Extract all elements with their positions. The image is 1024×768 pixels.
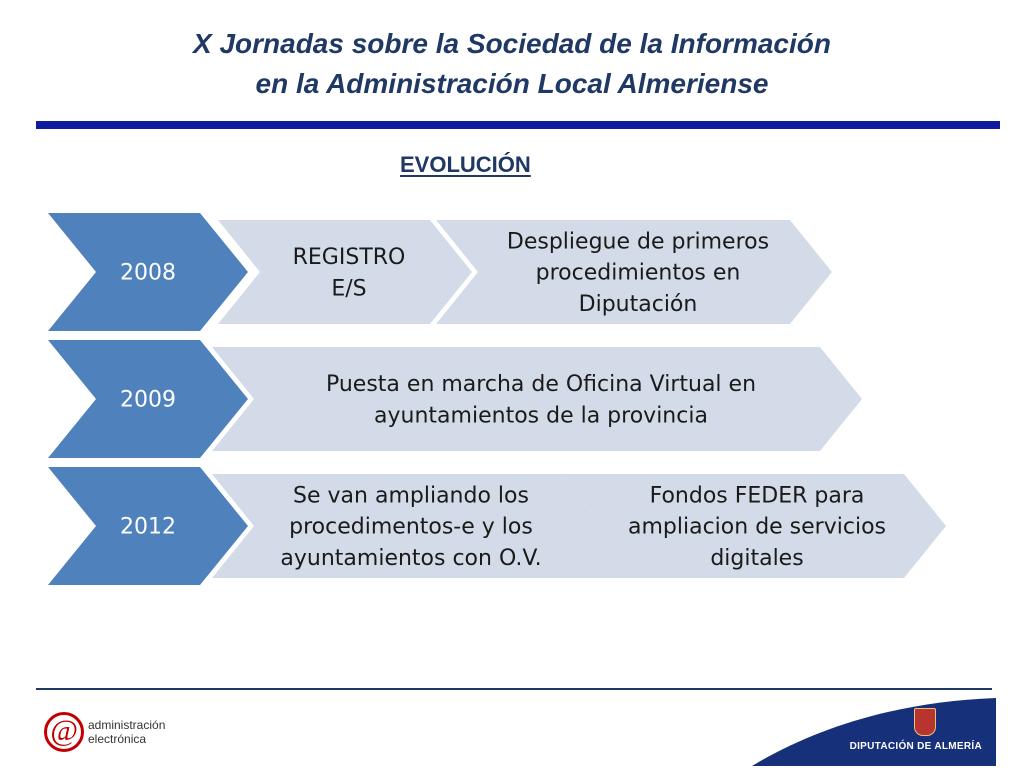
section-heading: EVOLUCIÓN bbox=[400, 152, 531, 177]
row-2009-step-1-text-line-1: Puesta en marcha de Oficina Virtual en bbox=[325, 372, 757, 398]
year-label-2012 bbox=[120, 515, 176, 540]
row-2012-step-1-text-line-1: Se van ampliando los bbox=[293, 483, 529, 509]
row-2008-step-2-text-line-3: Diputación bbox=[578, 291, 698, 317]
logo-right-swoosh bbox=[752, 690, 996, 766]
row-2012-step-2-text-line-1: Fondos FEDER para bbox=[649, 483, 865, 509]
row-2008-step-2-text-line-1: Despliegue de primeros bbox=[506, 229, 770, 255]
logo-left-line-1: administración bbox=[88, 718, 166, 732]
row-2008-step-2-text-line-2: procedimientos en bbox=[535, 260, 741, 286]
row-2009-step-1-text-line-2: ayuntamientos de la provincia bbox=[374, 403, 708, 429]
year-label-2009-line-1: 2009 bbox=[120, 387, 176, 413]
logo-right-text: DIPUTACIÓN DE ALMERÍA bbox=[849, 741, 982, 752]
row-2012-step-2-text-line-2: ampliacion de servicios bbox=[628, 514, 886, 540]
row-2012-step-1-text bbox=[280, 483, 541, 570]
row-2012-step-1-text-line-3: ayuntamientos con O.V. bbox=[280, 545, 542, 571]
row-2008-step-1-text-line-2: E/S bbox=[331, 276, 367, 302]
logo-left-line-2: electrónica bbox=[88, 732, 147, 746]
diputacion-almeria-logo bbox=[752, 690, 996, 766]
at-sign-icon: @ bbox=[44, 712, 84, 752]
title-line-2: en la Administración Local Almeriense bbox=[255, 68, 769, 99]
administracion-electronica-logo bbox=[44, 712, 184, 756]
row-2009-step-1 bbox=[212, 347, 862, 451]
year-label-2009 bbox=[120, 388, 176, 413]
row-2008-step-1-text-line-1: REGISTRO bbox=[292, 245, 406, 271]
row-2012-step-1-text-line-2: procedimentos-e y los bbox=[289, 514, 533, 540]
title-line-1: X Jornadas sobre la Sociedad de la Información bbox=[193, 28, 831, 59]
year-label-2008 bbox=[120, 261, 176, 286]
logo-left-text bbox=[88, 718, 165, 746]
row-2008-step-1 bbox=[218, 220, 472, 324]
year-label-2008-line-1: 2008 bbox=[120, 260, 176, 286]
coat-of-arms-icon bbox=[914, 708, 936, 736]
row-2012-step-2-text-line-3: digitales bbox=[710, 545, 804, 571]
year-label-2012-line-1: 2012 bbox=[120, 514, 176, 540]
